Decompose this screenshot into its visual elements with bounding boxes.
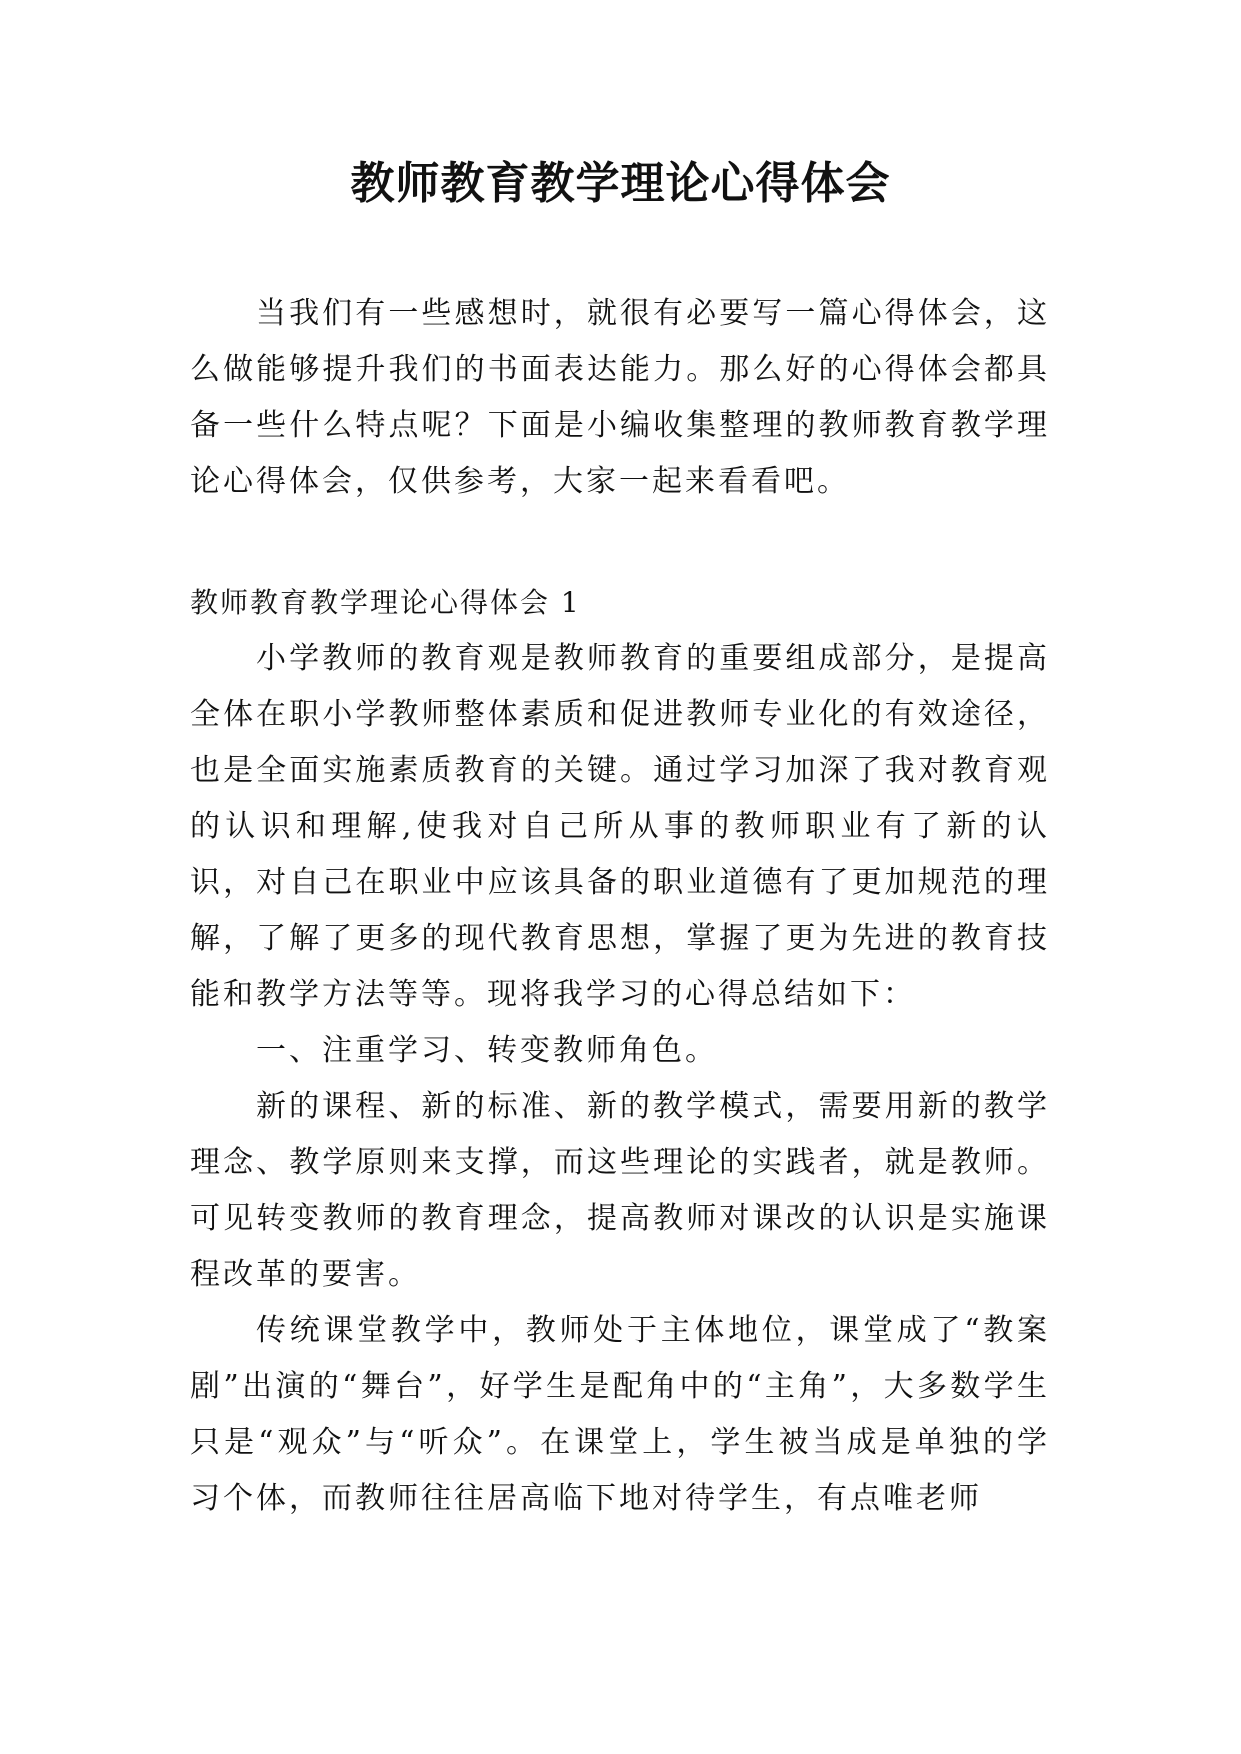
section-heading: 教师教育教学理论心得体会 1 [190,586,581,619]
subheading-1: 一、注重学习、转变教师角色。 [256,1033,718,1068]
intro-paragraph: 当我们有一些感想时，就很有必要写一篇心得体会，这么做能够提升我们的书面表达能力。那么好的心得体会都具备一些什么特点呢？下面是小编收集整理的教师教育教学理论心得体会，仅供参考，大家一起来看看吧。 [190,296,1050,499]
intro-block [190,286,1050,510]
body-paragraph-3: 传统课堂教学中，教师处于主体地位，课堂成了“教案剧”出演的“舞台”，好学生是配角中的“主角”，大多数学生只是“观众”与“听众”。在课堂上，学生被当成是单独的学习个体，而教师往往居高临下地对待学生，有点唯老师 [190,1313,1050,1516]
section-1 [190,575,1050,1527]
document-title: 教师教育教学理论心得体会 [350,158,891,209]
body-paragraph-2: 新的课程、新的标准、新的教学模式，需要用新的教学理念、教学原则来支撑，而这些理论的实践者，就是教师。可见转变教师的教育理念，提高教师对课改的认识是实施课程改革的要害。 [190,1089,1050,1292]
body-paragraph-1: 小学教师的教育观是教师教育的重要组成部分，是提高全体在职小学教师整体素质和促进教师专业化的有效途径，也是全面实施素质教育的关键。通过学习加深了我对教育观的认识和理解,使我对自己所从事的教师职业有了新的认识，对自己在职业中应该具备的职业道德有了更加规范的理解，了解了更多的现代教育思想，掌握了更为先进的教育技能和教学方法等等。现将我学习的心得总结如下： [190,641,1050,1012]
